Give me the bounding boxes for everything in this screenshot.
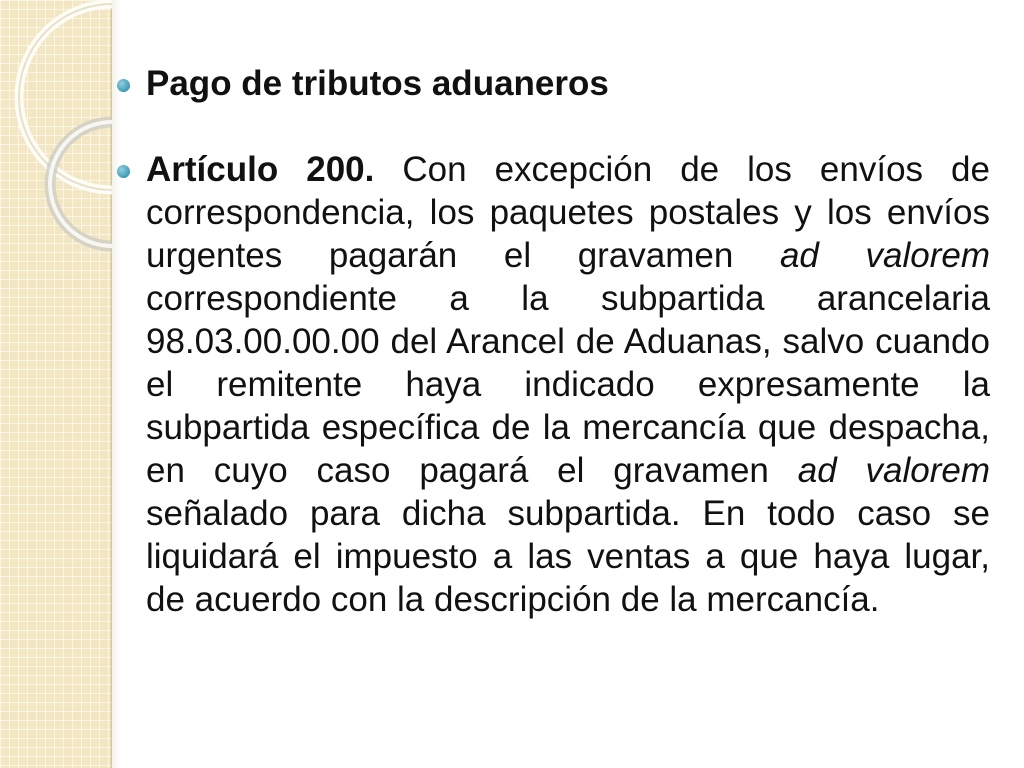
article-label: Artículo 200. [146, 150, 375, 189]
bullet-icon [117, 79, 130, 92]
body-text-3: señalado para dicha subpartida. En todo caso se liquidará el impuesto a las ventas a que haya lugar, de acuerdo con la descripción de la mercancía. [146, 494, 990, 619]
ring-upper-shade [19, 4, 112, 190]
bullet-article-paragraph [146, 148, 990, 621]
italic-text-2: ad valorem [797, 451, 990, 490]
slide-content [146, 62, 990, 621]
bullet-heading [146, 62, 990, 105]
heading-text: Pago de tributos aduaneros [146, 64, 609, 103]
italic-text-1: ad valorem [779, 236, 990, 275]
bullet-icon [117, 165, 130, 178]
body-text-1: Con excepción de los envíos de correspondencia, los paquetes postales y los envíos urgentes pagarán el gravamen [146, 150, 990, 275]
body-text-2: correspondiente a la subpartida arancelaria 98.03.00.00.00 del Arancel de Aduanas, salvo cuando el remitente haya indicado expresamente la subpartida específica de la mercancía que despacha, en cuyo caso pagará el gravamen [146, 279, 990, 490]
ring-upper [19, 4, 112, 190]
